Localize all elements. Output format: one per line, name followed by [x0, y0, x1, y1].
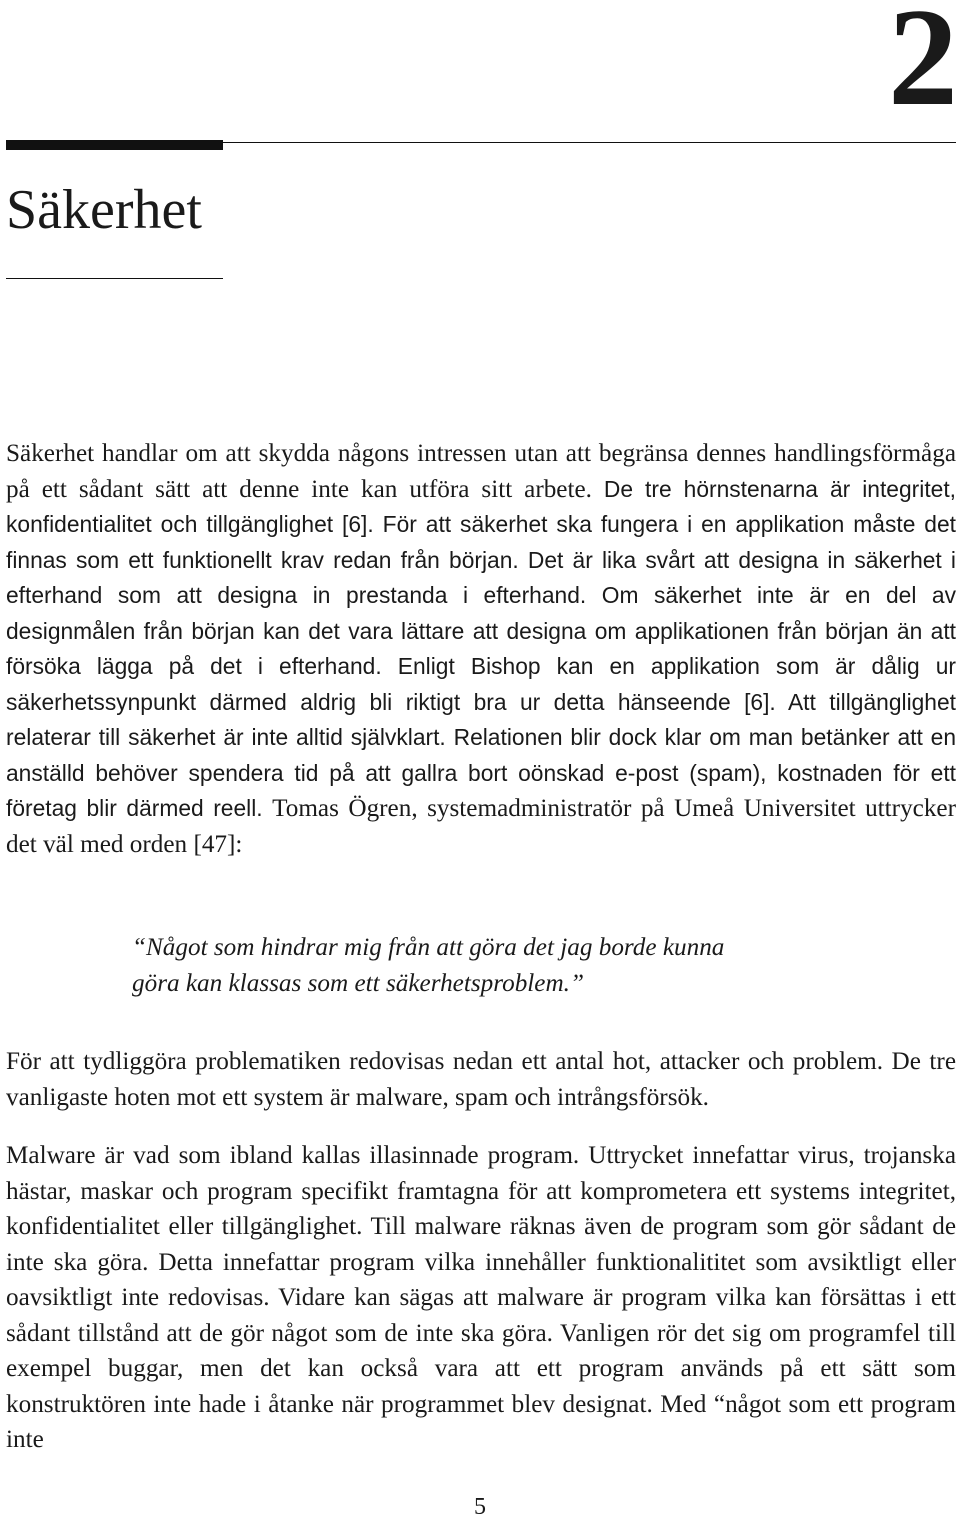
- paragraph-intro-sans: De tre hörnstenarna är integritet, konfidentialitet och tillgänglighet [6]. För att säkerhet ska fungera i en applikation måste det finnas som ett funktionellt krav redan från början. Det är lika svårt att designa in säkerhet i efterhand som att designa in prestanda i efterhand. Om säkerhet inte är en del av designmålen från början kan det vara lättare att designa om applikationen från början än att försöka lägga på det i efterhand. Enligt Bishop kan en applikation som är dålig ur säkerhetssynpunkt därmed aldrig bli riktigt bra ur detta hänseende [6]. Att tillgänglighet relaterar till säkerhet är inte alltid självklart. Relationen blir dock klar om man betänker att en anställd behöver spendera tid på att gallra bort oönskad e-post (spam), kostnaden för ett företag blir därmed reell.: [6, 475, 956, 821]
- chapter-rule-thick: [6, 140, 223, 150]
- paragraph-malware: Malware är vad som ibland kallas illasinnade program. Uttrycket innefattar virus, trojanska hästar, maskar och program specifikt framtagna för att komprometera ett systems integritet, konfidentialitet eller tillgänglighet. Till malware räknas även de program som gör sådant de inte ska göra. Detta innefattar program vilka innehåller funktionalititet som avsiktligt eller oavsiktligt inte redovisas. Vidare kan sägas att malware är program vilka kan försättas i ett sådant tillstånd att de gör något som de inte ska göra. Vanligen rör det sig om programfel till exempel buggar, men det kan också vara att ett program används på ett sätt som konstruktören inte hade i åtanke när programmet blev designat. Med “något som ett program inte: [6, 1142, 956, 1453]
- page-number: 5: [474, 1494, 486, 1520]
- block-quote: [132, 930, 892, 1002]
- paragraph-intro-serif-end: Tomas Ögren, systemadministratör på Umeå Universitet uttrycker det väl med orden [47]:: [6, 795, 956, 858]
- title-underline: [6, 278, 223, 279]
- paragraph-intro: [6, 436, 956, 862]
- chapter-rule-thin: [223, 142, 956, 143]
- paragraph-threats: För att tydliggöra problematiken redovisas nedan ett antal hot, attacker och problem. De tre vanligaste hoten mot ett system är malware, spam och intrångsförsök.: [6, 1048, 956, 1111]
- quote-line-2: göra kan klassas som ett säkerhetsproblem.”: [132, 970, 584, 997]
- quote-line-1: “Något som hindrar mig från att göra det jag borde kunna: [132, 934, 725, 961]
- paragraph-intro-serif: Säkerhet handlar om att skydda någons intressen utan att begränsa dennes handlingsförmåga på ett sådant sätt att denne inte kan utföra sitt arbete.: [6, 440, 956, 503]
- chapter-number: 2: [888, 0, 956, 135]
- chapter-title: Säkerhet: [6, 179, 202, 241]
